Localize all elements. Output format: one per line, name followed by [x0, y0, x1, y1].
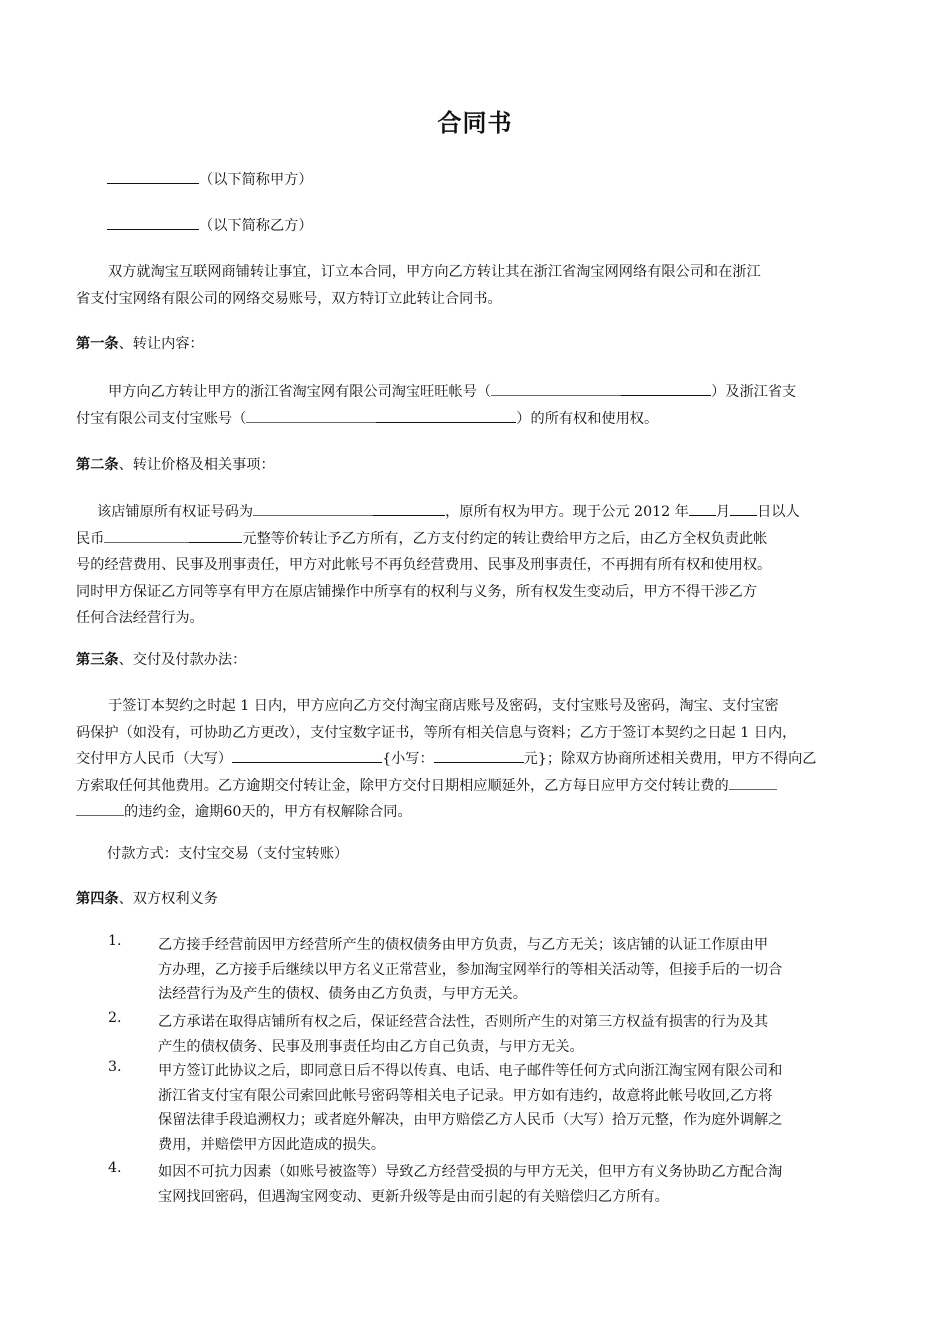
penalty-rate-blank-2[interactable] [76, 801, 124, 816]
intro-line: 双方就淘宝互联网商铺转让事宜，订立本合同，甲方向乙方转让其在浙江省淘宝网网络有限公司和在浙江 [108, 264, 761, 280]
article3-text: 天的，甲方有权解除合同。 [241, 804, 412, 820]
list-line: 甲方签订此协议之后，即同意日后不得以传真、电话、电子邮件等任何方式向浙江淘宝网有限公司和 [158, 1063, 783, 1079]
article1-text: 甲方向乙方转让甲方的浙江省淘宝网有限公司淘宝旺旺帐号（ [108, 384, 492, 400]
year-value: 2012 [634, 504, 671, 520]
article1-heading [76, 334, 204, 354]
list-text [158, 1010, 950, 1059]
price-blank[interactable] [104, 528, 189, 543]
article2-text: 日以人 [757, 504, 800, 520]
intro-paragraph [76, 259, 876, 312]
list-line: 如因不可抗力因素（如账号被盗等）导致乙方经营受损的与甲方无关，但甲方有义务协助乙方配合淘 [158, 1164, 783, 1180]
list-line: 宝网找回密码，但遇淘宝网变动、更新升级等是由而引起的有关赔偿归乙方所有。 [158, 1188, 669, 1205]
list-line: 方办理，乙方接手后继续以甲方名义正常营业，参加淘宝网举行的等相关活动等，但接手后的一切合 [158, 961, 783, 978]
article1-number: 第一条 [76, 336, 119, 352]
article4-title: 、双方权利义务 [118, 891, 218, 907]
list-number: 2. [108, 1010, 122, 1026]
list-text [158, 1059, 950, 1157]
article3-text: 日内，甲方应向乙方交付淘宝商店账号及密码，支付宝账号及密码，淘宝、支付宝密 [253, 698, 779, 714]
article2-heading [76, 455, 275, 475]
party-a-blank[interactable] [107, 169, 199, 184]
article3-line [76, 799, 876, 826]
article2-line: 同时甲方保证乙方同等享有甲方在原店铺操作中所享有的权利与义务，所有权发生变动后，甲方不得干涉乙方 [76, 583, 758, 600]
article4-heading [76, 889, 218, 909]
article3-title: 、交付及付款办法： [118, 652, 247, 668]
list-line: 浙江省支付宝有限公司索回此帐号密码等相关电子记录。甲方如有违约，故意将此帐号收回,乙方将 [158, 1087, 773, 1104]
list-line: 乙方承诺在取得店铺所有权之后，保证经营合法性，否则所产生的对第三方权益有损害的行为及其 [158, 1014, 769, 1030]
article3-text: 交付甲方人民币（大写） [76, 751, 233, 767]
article3-text: 方索取任何其他费用。乙方逾期交付转让金，除甲方交付日期相应顺延外，乙方每日应甲方交付转让费的 [76, 777, 729, 794]
list-line: 法经营行为及产生的债权、债务由乙方负责，与甲方无关。 [158, 986, 527, 1002]
article2-line [76, 499, 876, 526]
payment-method: 付款方式：支付宝交易（支付宝转账） [107, 846, 349, 862]
article2-line [76, 526, 876, 553]
days-value: 60 [223, 804, 242, 820]
alipay-account-blank[interactable] [246, 408, 376, 423]
list-line: 乙方接手经营前因甲方经营所产生的债权债务由甲方负责，与乙方无关；该店铺的认证工作原由甲 [158, 937, 769, 953]
article3-text: 元}；除双方协商所述相关费用，甲方不得向乙 [523, 751, 817, 767]
list-text [158, 933, 950, 1007]
days-value: 1 [740, 724, 750, 741]
article2-paragraph [76, 499, 876, 632]
month-blank[interactable] [689, 501, 716, 516]
article2-title: 、转让价格及相关事项： [118, 457, 275, 473]
list-line: 产生的债权债务、民事及刑事责任均由乙方自己负责，与甲方无关。 [158, 1038, 584, 1055]
article3-heading [76, 650, 246, 670]
penalty-rate-blank[interactable] [729, 775, 777, 790]
article3-text: 于签订本契约之时起 [108, 698, 236, 714]
list-number: 4. [108, 1160, 122, 1176]
amount-number-blank[interactable] [434, 748, 524, 763]
article3-line [76, 720, 876, 747]
list-number: 1. [108, 933, 122, 949]
article3-line [76, 693, 876, 720]
article1-paragraph [76, 379, 876, 432]
article2-text: 元整等价转让予乙方所有，乙方支付约定的转让费给甲方之后，由乙方全权负责此帐 [242, 530, 768, 547]
article2-text: 该店铺原所有权证号码为 [97, 504, 254, 520]
article1-title: 、转让内容： [118, 336, 204, 352]
party-b-label: （以下简称乙方） [199, 218, 313, 234]
party-b-blank[interactable] [107, 215, 199, 230]
article3-text: 日内， [753, 724, 797, 741]
page-title: 合同书 [437, 109, 513, 137]
ownership-cert-blank-2[interactable] [373, 501, 445, 516]
intro-line: 省支付宝网络有限公司的网络交易账号，双方特订立此转让合同书。 [76, 290, 502, 307]
article4-number: 第四条 [76, 891, 119, 907]
wangwang-account-blank[interactable] [491, 381, 621, 396]
list-line: 保留法律手段追溯权力；或者庭外解决，由甲方赔偿乙方人民币（大写）拾万元整，作为庭外调解之 [158, 1112, 783, 1128]
price-blank-2[interactable] [189, 528, 242, 543]
article3-line [76, 746, 876, 773]
article2-number: 第二条 [76, 457, 119, 473]
list-line: 费用，并赔偿甲方因此造成的损失。 [158, 1136, 386, 1153]
article3-text: 码保护（如没有，可协助乙方更改），支付宝数字证书，等所有相关信息与资料；乙方于签订本契约之日起 [76, 724, 736, 741]
party-a-line [107, 169, 313, 190]
party-b-line [107, 215, 313, 236]
days-value: 1 [240, 698, 250, 714]
article1-text: ）的所有权和使用权。 [516, 410, 659, 427]
article3-paragraph [76, 693, 876, 826]
article2-line: 任何合法经营行为。 [76, 610, 204, 626]
alipay-account-blank-2[interactable] [376, 408, 516, 423]
ownership-cert-blank[interactable] [253, 501, 373, 516]
article1-line [76, 406, 876, 433]
article3-text: {小写： [382, 751, 434, 767]
article1-text: ）及浙江省支 [711, 384, 797, 400]
article2-text: ，原所有权为甲方。现于公元 [445, 504, 630, 520]
wangwang-account-blank-2[interactable] [621, 381, 711, 396]
party-a-label: （以下简称甲方） [199, 172, 313, 188]
amount-uppercase-blank[interactable] [232, 748, 382, 763]
article2-text: 月 [715, 504, 731, 520]
article3-number: 第三条 [76, 652, 119, 668]
article3-text: 的违约金，逾期 [124, 804, 224, 820]
list-text [158, 1160, 950, 1209]
article2-text: 民币 [76, 530, 105, 547]
day-blank[interactable] [730, 501, 757, 516]
article2-text: 年 [674, 504, 689, 520]
article1-text: 付宝有限公司支付宝账号（ [76, 410, 247, 427]
article1-line [76, 379, 876, 406]
article2-line: 号的经营费用、民事及刑事责任，甲方对此帐号不再负经营费用、民事及刑事责任，不再拥有所有权和使用权。 [76, 557, 772, 573]
list-number: 3. [108, 1059, 122, 1075]
article3-line [76, 773, 876, 800]
